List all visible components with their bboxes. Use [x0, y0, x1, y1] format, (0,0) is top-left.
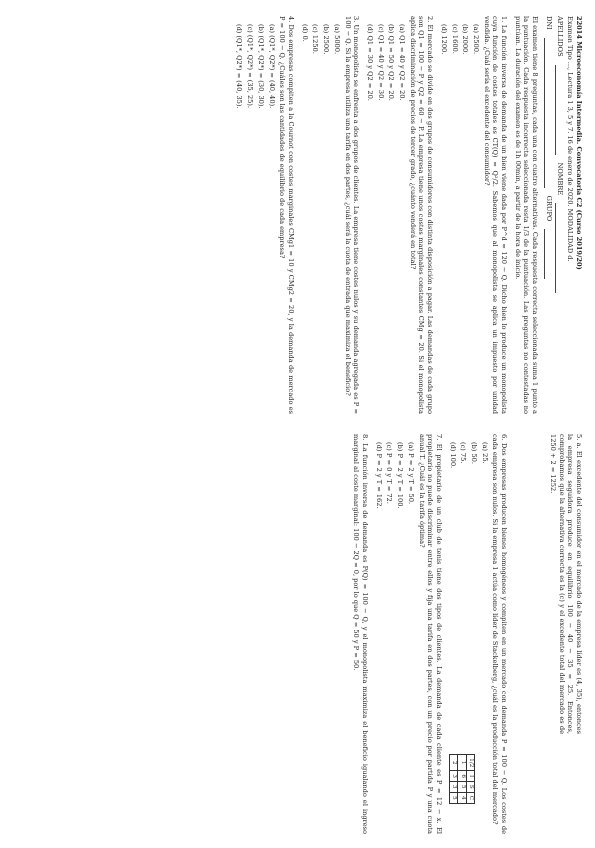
- option[interactable]: (b) 2500.: [322, 24, 331, 55]
- question-text: 7. El propietario de un club de tenis tiene dos tipos de clientes. La demanda de cada cliente es P = 12 − x. El propietario no puede discriminar entre ellos y fija una tarifa en dos partes, con un precio por partida P y una cuota anual T. ¿Cuál es la tarifa óptima?: [417, 434, 443, 834]
- option[interactable]: (a) 2500.: [471, 24, 480, 55]
- table-cell: 2: [449, 755, 457, 771]
- instructions: El examen tiene 8 preguntas, cada una con cuatro alternativas. Cada respuesta correcta seleccionada suma 1 punto a la puntuación. Cada respuesta incorrecta seleccionada resta 1/3 de la puntuación. Las preguntas no contestadas no puntúan. La duración del examen es de 1h 00min, a partir de la hora de inicio.: [513, 16, 540, 414]
- question-text: 1. La función inversa de demanda de un bien viene dada por P^d = 120 − Q. Dicho bien lo produce un monopolista cuya función de costes totales es CT(Q) = Q²/2. Sabemos que al monopolista se aplica un impuesto por unidad vendida. ¿Cuál sería el excedente del consumidor?: [482, 16, 509, 414]
- nombre-blank[interactable]: [555, 203, 564, 293]
- table-cell: 5: [449, 792, 457, 803]
- option[interactable]: (d) P = 2 y T = 162.: [374, 442, 383, 509]
- option[interactable]: (b) 2000.: [461, 24, 470, 55]
- option[interactable]: (a) 5000.: [332, 24, 341, 55]
- question-text: 4. Dos empresas compiten a la Cournot con costes marginales CMg1 = 10 y CMg2 = 20, y la demanda de mercado es P = 100 − Q. ¿Cuáles son las cantidades de equilibrio de cada empresa?: [278, 16, 296, 414]
- apellidos-blank[interactable]: [555, 65, 564, 155]
- option[interactable]: (b) P = 2 y T = 100.: [396, 442, 405, 509]
- option[interactable]: (d) 1200.: [439, 24, 448, 55]
- student-fields: [555, 16, 564, 414]
- left-column: [10, 16, 583, 414]
- apellidos-label: APELLIDOS: [555, 16, 564, 57]
- option[interactable]: (b) (Q1*, Q2*) = (30, 30).: [256, 24, 265, 109]
- table-header-cell: C: [466, 792, 474, 803]
- table-header-cell: 1/2: [466, 755, 474, 771]
- option[interactable]: (a) P = 2 y T = 50.: [406, 442, 415, 505]
- nombre-label: NOMBRE: [555, 162, 564, 196]
- option[interactable]: (c) 75.: [459, 442, 468, 464]
- option[interactable]: (c) 1250.: [311, 24, 320, 54]
- table-cell: 1: [458, 755, 466, 771]
- closing-paragraph: 8. La función inversa de demanda es P(Q) = 100 − Q, y el monopolista maximiza el beneficio igualando el ingreso marginal al coste marginal: 100 − 2Q = 0, por lo que Q = 50 y P = 50.: [352, 434, 370, 834]
- table-cell: 3: [449, 781, 457, 792]
- option[interactable]: (a) (Q1*, Q2*) = (40, 40).: [267, 24, 276, 109]
- question-4: [235, 16, 295, 414]
- table-header-cell: S: [466, 781, 474, 792]
- option[interactable]: (b) Q1 = 50 y Q2 = 20.: [387, 24, 396, 101]
- question-3: [300, 16, 360, 414]
- option[interactable]: (b) 50.: [470, 442, 479, 464]
- question-text: 3. Un monopolista se enfrenta a dos grupos de clientes. La empresa tiene costes nulos y su demanda agregada es P = 100 − Q. Si la empresa utiliza una tarifa en dos partes, ¿cuál será la cuota de entrada que maximiza el beneficio?: [343, 16, 361, 414]
- option[interactable]: (a) 25.: [480, 442, 489, 464]
- option[interactable]: (d) (Q1*, Q2*) = (40, 35).: [235, 24, 244, 109]
- solution-paragraph: 5. a. El excedente del consumidor en el mercado de la empresa líder es (4, 35), entonces la empresa seguidora produce en equilibrio 100 − 40 − 35 = 25. Entonces, comprobamos que la alternativa correcta es la (c) y el excedente total del mercado es de 1250 + 2 = 1252.: [548, 434, 583, 734]
- option[interactable]: (d) Q1 = 30 y Q2 = 20.: [365, 24, 374, 101]
- table-cell: 4: [458, 792, 466, 803]
- question-text: 2. El mercado se divide en dos grupos de consumidores con distinta disposición a pagar. Las demandas de cada grupo son Q1 = 100 − P y Q2 = 60 − P. La empresa tiene unos costes marginales constantes CMg = 20. Si el monopolista aplica discriminación de precios de tercer grado, ¿cuánto venderá en total?: [408, 16, 435, 414]
- exam-subtitle: Examen Tipo ..., Lectura 1 3, 5 y 7. 16 de enero de 2020. MODALIDAD d.: [566, 16, 575, 262]
- option[interactable]: (c) P = 0 y T = 72.: [385, 442, 394, 504]
- question-7: [374, 434, 443, 834]
- student-fields-2: [544, 16, 553, 414]
- table-cell: 5: [458, 781, 466, 792]
- question-2: [365, 16, 434, 414]
- table-cell: 6: [458, 771, 466, 782]
- option[interactable]: (c) (Q1*, Q2*) = (35, 25).: [246, 24, 255, 108]
- question-1: [439, 16, 508, 414]
- option[interactable]: (d) 0.: [300, 24, 309, 42]
- option[interactable]: (c) 1600.: [450, 24, 459, 54]
- option[interactable]: (c) Q1 = 40 y Q2 = 30.: [376, 24, 385, 101]
- payoff-table: [449, 754, 475, 804]
- dni-blank[interactable]: [544, 38, 553, 188]
- option[interactable]: (d) 100.: [448, 442, 457, 469]
- right-column: [10, 434, 583, 834]
- grupo-blank[interactable]: [544, 229, 553, 279]
- question-text: 6. Dos empresas producen bienes homogéneos y compiten en un mercado con demanda P = 100 − Q. Los costes de cada empresa son nulos. Si la empresa 1 actúa como líder de Stackelberg, ¿cuál es la producción total del mercado?: [491, 434, 509, 834]
- table-cell: 3: [449, 771, 457, 782]
- option[interactable]: (a) Q1 = 40 y Q2 = 20.: [398, 24, 407, 101]
- table-header-cell: I: [466, 771, 474, 782]
- dni-label: DNI: [544, 16, 553, 30]
- grupo-label: GRUPO: [544, 195, 553, 222]
- exam-title: 22014 Microeconomía Intermedia. Convocatoria C2 (Curso 2019/20): [575, 16, 583, 270]
